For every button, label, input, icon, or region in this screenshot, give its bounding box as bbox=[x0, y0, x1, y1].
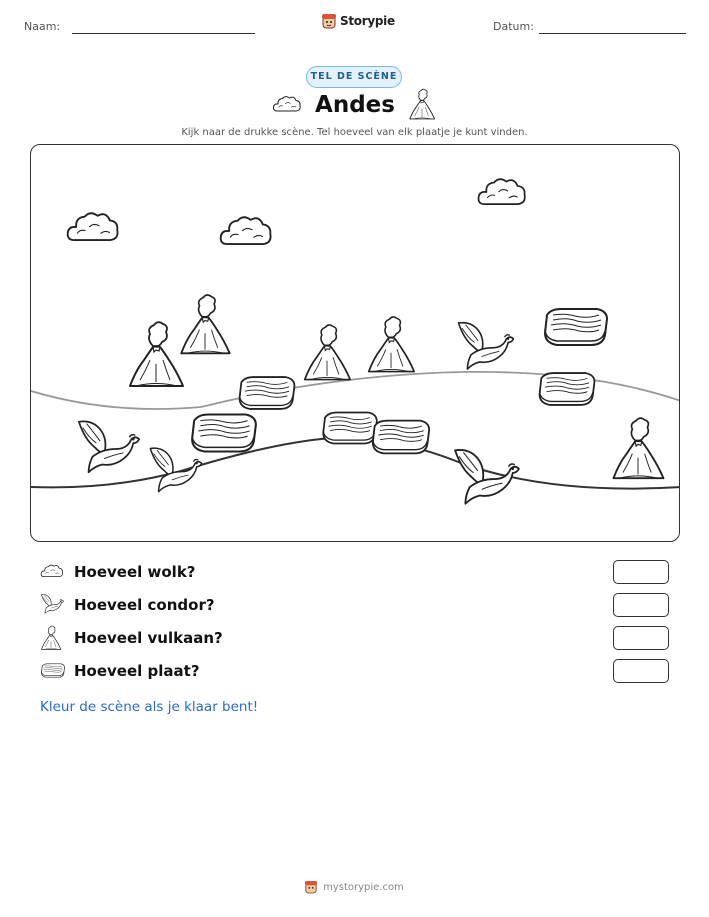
volcano-icon bbox=[40, 625, 62, 651]
condor-3 bbox=[150, 448, 201, 491]
answer-box-condor[interactable] bbox=[613, 593, 669, 617]
cloud-2 bbox=[221, 217, 271, 244]
plate-3 bbox=[540, 373, 595, 405]
question-row-cloud bbox=[40, 560, 670, 586]
condor-1 bbox=[459, 323, 514, 369]
storypie-mascot-icon bbox=[322, 13, 336, 29]
condor-icon bbox=[40, 593, 65, 615]
volcano-5 bbox=[613, 418, 663, 478]
brand-name: Storypie bbox=[340, 14, 395, 28]
page-title: Andes bbox=[315, 92, 395, 118]
plate-1 bbox=[545, 309, 607, 345]
cloud-icon bbox=[40, 562, 64, 580]
answer-box-volcano[interactable] bbox=[613, 626, 669, 650]
volcano-4 bbox=[369, 317, 414, 372]
date-line[interactable] bbox=[539, 33, 686, 34]
activity-badge: TEL DE SCÈNE bbox=[306, 66, 402, 88]
title-cloud-icon bbox=[272, 94, 302, 114]
date-label: Datum: bbox=[493, 20, 534, 33]
question-label: Hoeveel vulkaan? bbox=[74, 629, 223, 647]
condor-2 bbox=[79, 421, 139, 472]
name-label: Naam: bbox=[24, 20, 61, 33]
question-label: Hoeveel plaat? bbox=[74, 662, 200, 680]
footer bbox=[0, 880, 709, 894]
plate-5 bbox=[323, 412, 377, 443]
cloud-1 bbox=[68, 213, 118, 240]
question-label: Hoeveel condor? bbox=[74, 596, 215, 614]
answer-box-cloud[interactable] bbox=[613, 560, 669, 584]
coloring-instruction: Kleur de scène als je klaar bent! bbox=[40, 699, 259, 715]
instructions: Kijk naar de drukke scène. Tel hoeveel van elk plaatje je kunt vinden. bbox=[181, 127, 528, 138]
plate-4 bbox=[192, 414, 256, 451]
volcano-2 bbox=[181, 295, 229, 353]
title-volcano-icon bbox=[408, 88, 436, 121]
scene-illustration bbox=[31, 145, 680, 542]
volcano-3 bbox=[305, 325, 350, 380]
plate-icon bbox=[40, 662, 66, 679]
question-row-condor bbox=[40, 593, 670, 619]
answer-box-plate[interactable] bbox=[613, 659, 669, 683]
plate-2 bbox=[240, 377, 295, 409]
question-row-volcano bbox=[40, 626, 670, 652]
condor-4 bbox=[455, 450, 519, 504]
scene-panel bbox=[30, 144, 680, 542]
question-label: Hoeveel wolk? bbox=[74, 563, 196, 581]
name-line[interactable] bbox=[72, 33, 255, 34]
plate-6 bbox=[373, 421, 429, 454]
volcano-1 bbox=[130, 322, 183, 386]
storypie-mascot-icon bbox=[305, 880, 317, 894]
question-row-plate bbox=[40, 659, 670, 685]
cloud-3 bbox=[479, 179, 525, 204]
brand-logo bbox=[322, 13, 395, 29]
footer-site[interactable]: mystorypie.com bbox=[323, 881, 404, 893]
